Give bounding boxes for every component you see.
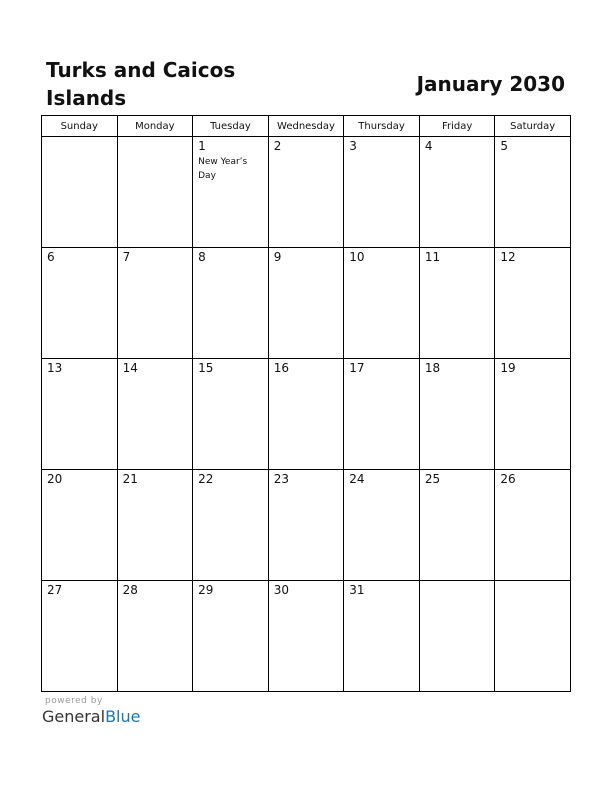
day-cell bbox=[42, 581, 118, 692]
day-cell bbox=[419, 359, 495, 470]
week-row bbox=[42, 359, 571, 470]
day-number: 11 bbox=[424, 250, 441, 264]
day-number bbox=[118, 137, 193, 139]
day-cell bbox=[268, 581, 344, 692]
powered-by-label: powered by bbox=[45, 696, 103, 706]
day-cell bbox=[193, 248, 269, 359]
day-number: 13 bbox=[47, 361, 63, 375]
day-number: 17 bbox=[349, 361, 365, 375]
day-number: 28 bbox=[122, 583, 138, 597]
weekday-header: Tuesday bbox=[193, 116, 269, 137]
day-cell bbox=[117, 359, 193, 470]
day-cell bbox=[344, 470, 420, 581]
day-cell bbox=[42, 248, 118, 359]
day-cell bbox=[495, 359, 571, 470]
day-number: 21 bbox=[122, 472, 138, 486]
day-number: 9 bbox=[273, 250, 282, 264]
day-cell bbox=[42, 470, 118, 581]
day-cell bbox=[495, 581, 571, 692]
day-cell bbox=[268, 359, 344, 470]
day-cell bbox=[419, 137, 495, 248]
weekday-header: Monday bbox=[117, 116, 193, 137]
weekday-header: Sunday bbox=[42, 116, 118, 137]
day-cell bbox=[495, 248, 571, 359]
calendar-country-title: Turks and Caicos Islands bbox=[46, 58, 236, 110]
day-number: 20 bbox=[47, 472, 63, 486]
day-cell bbox=[193, 470, 269, 581]
day-number: 8 bbox=[198, 250, 206, 264]
brand-blue-text: Blue bbox=[105, 707, 141, 726]
day-cell bbox=[268, 248, 344, 359]
day-number: 31 bbox=[349, 583, 365, 597]
day-cell bbox=[117, 137, 193, 248]
day-number bbox=[42, 137, 117, 139]
day-cell bbox=[193, 359, 269, 470]
day-number bbox=[495, 581, 570, 583]
calendar-grid bbox=[41, 115, 571, 692]
day-number: 22 bbox=[198, 472, 214, 486]
day-cell bbox=[495, 470, 571, 581]
week-row bbox=[42, 248, 571, 359]
day-cell bbox=[42, 359, 118, 470]
day-number bbox=[420, 581, 495, 583]
weekday-header: Saturday bbox=[495, 116, 571, 137]
week-row bbox=[42, 581, 571, 692]
week-row bbox=[42, 137, 571, 248]
day-cell bbox=[42, 137, 118, 248]
day-cell bbox=[193, 581, 269, 692]
brand-general-text: General bbox=[42, 707, 106, 726]
weekday-header-row bbox=[42, 116, 571, 137]
day-number: 30 bbox=[273, 583, 289, 597]
day-cell bbox=[117, 248, 193, 359]
day-cell bbox=[419, 470, 495, 581]
week-row bbox=[42, 470, 571, 581]
day-number: 24 bbox=[349, 472, 365, 486]
weekday-header: Wednesday bbox=[268, 116, 344, 137]
day-number: 23 bbox=[273, 472, 289, 486]
calendar-month-title: January 2030 bbox=[416, 72, 565, 96]
holiday-label: New Year’s Day bbox=[198, 157, 248, 181]
day-cell bbox=[117, 581, 193, 692]
day-number: 4 bbox=[424, 139, 433, 153]
weekday-header: Friday bbox=[419, 116, 495, 137]
day-cell bbox=[193, 137, 269, 248]
day-number: 18 bbox=[424, 361, 441, 375]
day-number: 15 bbox=[198, 361, 214, 375]
day-cell bbox=[344, 359, 420, 470]
weekday-header: Thursday bbox=[344, 116, 420, 137]
day-number: 19 bbox=[500, 361, 516, 375]
day-number: 14 bbox=[122, 361, 138, 375]
day-number: 10 bbox=[349, 250, 365, 264]
day-cell bbox=[268, 470, 344, 581]
day-number: 27 bbox=[47, 583, 63, 597]
generalblue-logo[interactable] bbox=[42, 706, 140, 728]
day-number: 25 bbox=[424, 472, 441, 486]
day-cell bbox=[268, 137, 344, 248]
day-cell bbox=[117, 470, 193, 581]
day-number: 16 bbox=[273, 361, 289, 375]
day-cell bbox=[419, 248, 495, 359]
day-cell bbox=[344, 248, 420, 359]
day-number: 29 bbox=[198, 583, 214, 597]
day-number: 12 bbox=[500, 250, 516, 264]
day-number: 7 bbox=[122, 250, 131, 264]
day-cell bbox=[419, 581, 495, 692]
day-cell bbox=[344, 137, 420, 248]
day-number: 5 bbox=[500, 139, 509, 153]
day-number: 2 bbox=[273, 139, 282, 153]
day-cell bbox=[495, 137, 571, 248]
day-number: 3 bbox=[349, 139, 357, 153]
day-number: 6 bbox=[47, 250, 55, 264]
day-number: 1 bbox=[198, 139, 206, 153]
day-number: 26 bbox=[500, 472, 516, 486]
day-cell bbox=[344, 581, 420, 692]
